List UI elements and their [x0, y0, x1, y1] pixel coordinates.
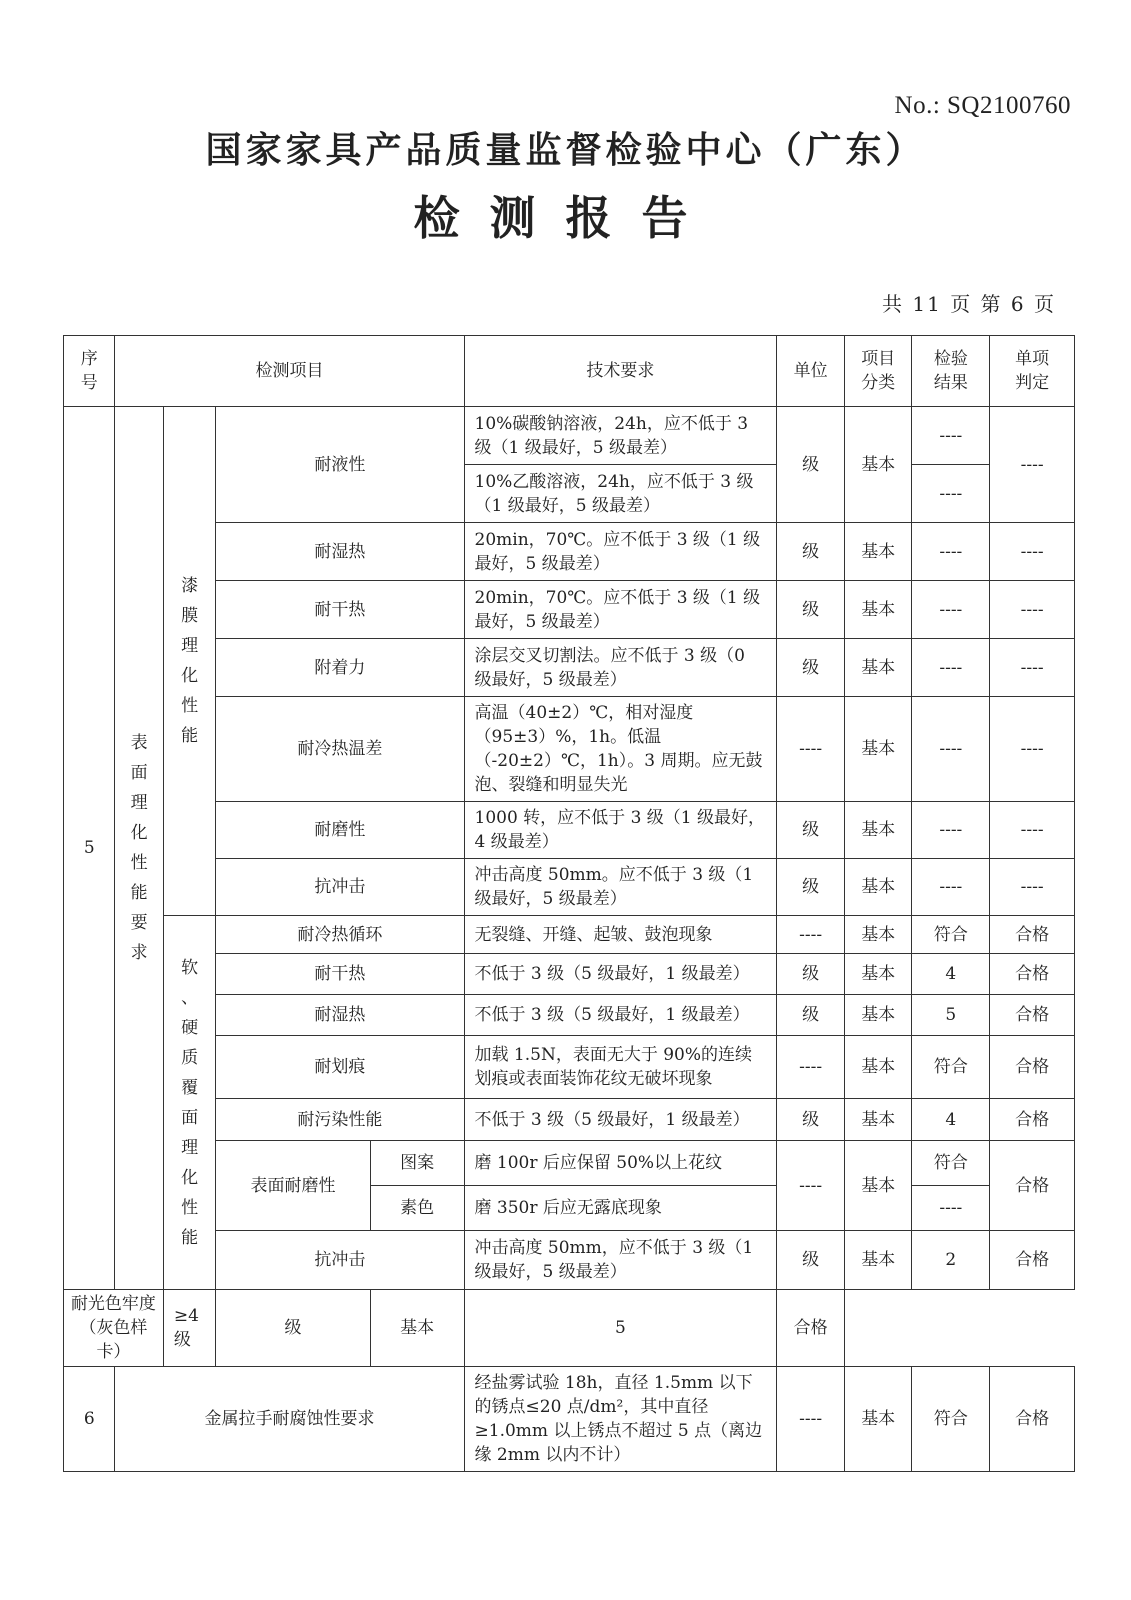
result-cell: 符合 [912, 916, 990, 954]
result-cell: ---- [912, 523, 990, 581]
unit-cell: ---- [777, 1141, 845, 1231]
verdict-cell: 合格 [990, 995, 1075, 1036]
header-row [64, 336, 1075, 407]
unit-cell: 级 [777, 581, 845, 639]
table-row [64, 859, 1075, 916]
category-cell: 基本 [844, 639, 912, 697]
result-cell: ---- [912, 581, 990, 639]
req-cell: 20min，70℃。应不低于 3 级（1 级最好，5 级最差） [464, 523, 777, 581]
req-cell: 不低于 3 级（5 级最好，1 级最差） [464, 1099, 777, 1141]
table-row [64, 802, 1075, 859]
unit-cell: 级 [777, 859, 845, 916]
category-cell: 基本 [844, 1036, 912, 1099]
header-unit: 单位 [777, 336, 845, 407]
unit-cell: 级 [777, 1099, 845, 1141]
page-count: 共 11 页 第 6 页 [882, 292, 1056, 316]
verdict-cell: ---- [990, 639, 1075, 697]
item-liquid: 耐液性 [216, 407, 464, 523]
category-cell: 基本 [844, 1367, 912, 1472]
header-result: 检验 结果 [912, 336, 990, 407]
verdict-cell: ---- [990, 581, 1075, 639]
result-cell: 4 [912, 954, 990, 995]
header-requirement: 技术要求 [464, 336, 777, 407]
table-row [64, 407, 1075, 465]
item-cell: 耐光色牢度 （灰色样卡） [64, 1290, 164, 1367]
category-cell: 基本 [844, 995, 912, 1036]
req-cell: 无裂缝、开缝、起皱、鼓泡现象 [464, 916, 777, 954]
item-cell: 耐冷热温差 [216, 697, 464, 802]
unit-cell: 级 [216, 1290, 370, 1367]
unit-cell: ---- [777, 916, 845, 954]
req-cell: 磨 350r 后应无露底现象 [464, 1186, 777, 1231]
result-cell: 5 [912, 995, 990, 1036]
category-cell: 基本 [844, 1231, 912, 1290]
header-seq: 序 号 [64, 336, 115, 407]
header-verdict: 单项 判定 [990, 336, 1075, 407]
category-cell: 基本 [844, 581, 912, 639]
req-cell: 1000 转，应不低于 3 级（1 级最好，4 级最差） [464, 802, 777, 859]
table-row [64, 995, 1075, 1036]
table-row [64, 1141, 1075, 1186]
verdict-cell: 合格 [990, 1099, 1075, 1141]
unit-cell: ---- [777, 697, 845, 802]
verdict-cell: 合格 [777, 1290, 845, 1367]
row6-seq: 6 [64, 1367, 115, 1472]
item-cell: 耐污染性能 [216, 1099, 464, 1141]
item-cell: 耐干热 [216, 954, 464, 995]
category-cell: 基本 [844, 1141, 912, 1231]
item-cell: 抗冲击 [216, 859, 464, 916]
report-title: 检测报告 [413, 191, 718, 245]
req-cell: 冲击高度 50mm。应不低于 3 级（1 级最好，5 级最差） [464, 859, 777, 916]
item-cell: 耐划痕 [216, 1036, 464, 1099]
result-cell: ---- [912, 697, 990, 802]
unit-cell: 级 [777, 954, 845, 995]
req-cell: 磨 100r 后应保留 50%以上花纹 [464, 1141, 777, 1186]
table-row [64, 916, 1075, 954]
req-cell: 不低于 3 级（5 级最好，1 级最差） [464, 995, 777, 1036]
sub-item-label: 图案 [370, 1141, 464, 1186]
category-cell: 基本 [844, 407, 912, 523]
verdict-cell: ---- [990, 407, 1075, 523]
result-cell: 2 [912, 1231, 990, 1290]
table-row [64, 1099, 1075, 1141]
unit-cell: 级 [777, 407, 845, 523]
verdict-cell: 合格 [990, 1231, 1075, 1290]
verdict-cell: 合格 [990, 916, 1075, 954]
result-cell: 5 [464, 1290, 777, 1367]
req-cell: 加载 1.5N，表面无大于 90%的连续划痕或表面装饰花纹无破坏现象 [464, 1036, 777, 1099]
req-liquid-1: 10%碳酸钠溶液，24h，应不低于 3 级（1 级最好，5 级最差） [464, 407, 777, 465]
item-cell: 耐冷热循环 [216, 916, 464, 954]
req-cell: 不低于 3 级（5 级最好，1 级最差） [464, 954, 777, 995]
category-cell: 基本 [370, 1290, 464, 1367]
result-cell: 4 [912, 1099, 990, 1141]
req-liquid-2: 10%乙酸溶液，24h，应不低于 3 级（1 级最好，5 级最差） [464, 465, 777, 523]
item-cell: 抗冲击 [216, 1231, 464, 1290]
verdict-cell: ---- [990, 697, 1075, 802]
req-cell: ≥4 级 [163, 1290, 215, 1367]
verdict-cell: ---- [990, 859, 1075, 916]
req-cell: 高温（40±2）℃，相对湿度（95±3）%，1h。低温（-20±2）℃，1h）。3 周期。应无鼓泡、裂缝和明显失光 [464, 697, 777, 802]
header-category: 项目 分类 [844, 336, 912, 407]
unit-cell: 级 [777, 523, 845, 581]
result-cell: ---- [912, 639, 990, 697]
verdict-cell: ---- [990, 523, 1075, 581]
center-name: 国家家具产品质量监督检验中心（广东） [205, 130, 926, 171]
unit-cell: ---- [777, 1036, 845, 1099]
table-row [64, 1036, 1075, 1099]
result-cell: ---- [912, 859, 990, 916]
category-cell: 基本 [844, 916, 912, 954]
subgroup-a-name: 漆膜理化性能 [163, 407, 215, 916]
req-cell: 经盐雾试验 18h，直径 1.5mm 以下的锈点≤20 点/dm²，其中直径≥1.0mm 以上锈点不超过 5 点（离边缘 2mm 以内不计） [464, 1367, 777, 1472]
table-row [64, 697, 1075, 802]
category-cell: 基本 [844, 1099, 912, 1141]
req-cell: 20min，70℃。应不低于 3 级（1 级最好，5 级最差） [464, 581, 777, 639]
table-row [64, 581, 1075, 639]
table-row [64, 1367, 1075, 1472]
result-cell: ---- [912, 407, 990, 465]
item-cell: 耐磨性 [216, 802, 464, 859]
table-row [64, 954, 1075, 995]
unit-cell: ---- [777, 1367, 845, 1472]
item-cell: 耐湿热 [216, 995, 464, 1036]
category-cell: 基本 [844, 859, 912, 916]
table-row [64, 639, 1075, 697]
verdict-cell: 合格 [990, 954, 1075, 995]
category-cell: 基本 [844, 802, 912, 859]
header-item: 检测项目 [115, 336, 464, 407]
group5-seq: 5 [64, 407, 115, 1290]
req-cell: 涂层交叉切割法。应不低于 3 级（0 级最好，5 级最差） [464, 639, 777, 697]
result-cell: 符合 [912, 1141, 990, 1186]
item-cell: 耐湿热 [216, 523, 464, 581]
result-cell: ---- [912, 1186, 990, 1231]
category-cell: 基本 [844, 697, 912, 802]
group5-name: 表面理化性能要求 [115, 407, 163, 1290]
verdict-cell: 合格 [990, 1141, 1075, 1231]
category-cell: 基本 [844, 954, 912, 995]
verdict-cell: 合格 [990, 1367, 1075, 1472]
unit-cell: 级 [777, 1231, 845, 1290]
verdict-cell: ---- [990, 802, 1075, 859]
result-cell: 符合 [912, 1036, 990, 1099]
item-cell: 耐干热 [216, 581, 464, 639]
table-row [64, 1290, 1075, 1367]
item-cell: 附着力 [216, 639, 464, 697]
result-cell: 符合 [912, 1367, 990, 1472]
result-cell: ---- [912, 465, 990, 523]
verdict-cell: 合格 [990, 1036, 1075, 1099]
sub-item-label: 素色 [370, 1186, 464, 1231]
unit-cell: 级 [777, 639, 845, 697]
table-row [64, 523, 1075, 581]
category-cell: 基本 [844, 523, 912, 581]
table-row [64, 1231, 1075, 1290]
unit-cell: 级 [777, 802, 845, 859]
req-cell: 冲击高度 50mm，应不低于 3 级（1 级最好，5 级最差） [464, 1231, 777, 1290]
result-cell: ---- [912, 802, 990, 859]
test-results-table [63, 335, 1075, 1472]
row6-item: 金属拉手耐腐蚀性要求 [115, 1367, 464, 1472]
report-number: No.: SQ2100760 [894, 92, 1071, 119]
unit-cell: 级 [777, 995, 845, 1036]
subgroup-b-name: 软、硬质覆面理化性能 [163, 916, 215, 1290]
item-cell: 表面耐磨性 [216, 1141, 370, 1231]
